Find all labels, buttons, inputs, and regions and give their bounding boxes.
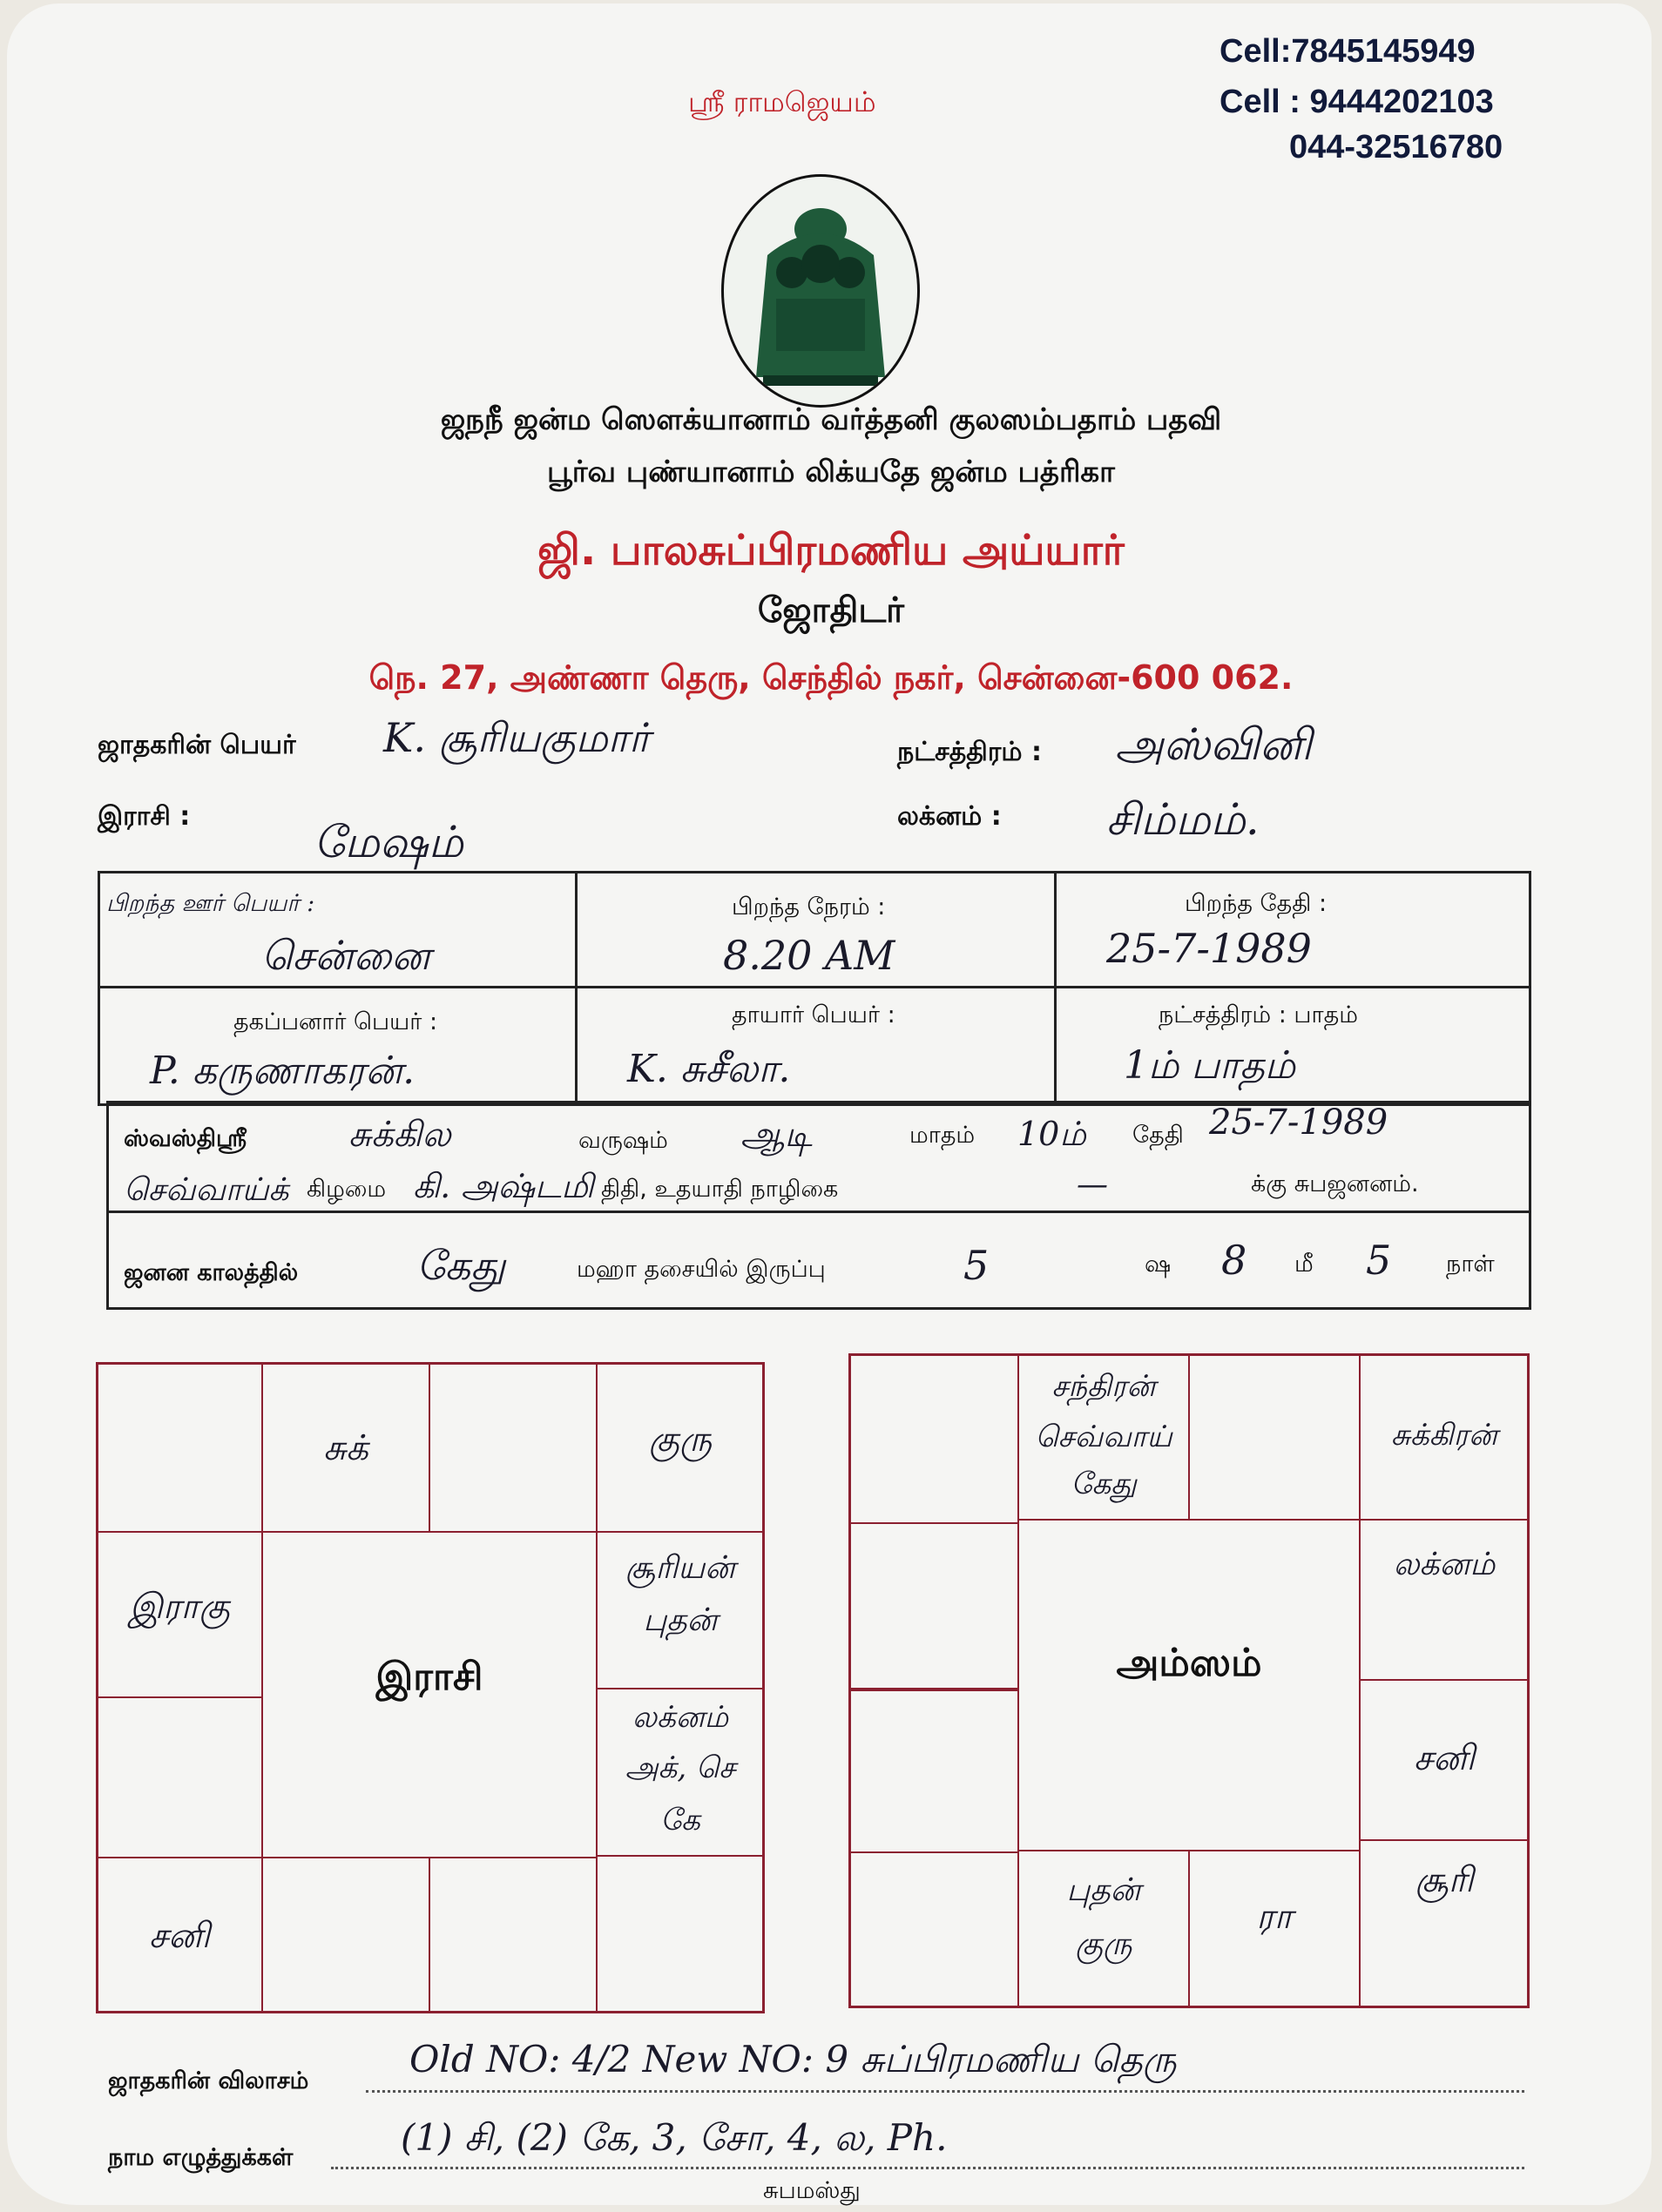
amsam-cell [848,1353,1019,1524]
rasi-cell [429,1362,598,1533]
rasi-label: இராசி : [98,801,191,832]
details-row-divider [98,986,1529,988]
birthtime-value: 8.20 AM [723,932,895,979]
nazhigai-value: — [1077,1167,1108,1203]
date-label: தேதி [1132,1122,1184,1149]
padam-value: 1ம் பாதம் [1124,1043,1296,1088]
amsam-cell [848,1851,1019,2008]
days-value: 5 [1366,1237,1392,1284]
day-value: 10ம் [1017,1115,1086,1153]
phone-1: Cell:7845145949 [1219,33,1476,70]
profession: ஜோதிடர் [757,590,905,631]
amsam-planet-sani: சனி [1414,1738,1475,1778]
sloka-line-1: ஜநநீ ஜன்ம ஸௌக்யானாம் வர்த்தனி குலஸம்பதாம் பதவி [440,402,1222,437]
amsam-lagnam: லக்னம் [1393,1547,1496,1582]
phone-3: 044-32516780 [1289,129,1503,165]
address-line [366,2088,1524,2093]
amsam-planet-chandran: சந்திரன் [1051,1369,1156,1404]
rasi-cell [429,1857,598,2013]
rasi-cell [596,1855,765,2013]
letters-value: (1) சி, (2) கே, 3, சோ, 4, ல, Ph. [401,2116,948,2159]
swasthi-label: ஸ்வஸ்திஸ்ரீ [124,1125,247,1152]
rasi-planet-suriyan: சூரியன் [625,1550,736,1586]
invocation: ஸ்ரீ ராமஜெயம் [688,85,876,118]
deity-emblem-icon [721,174,920,408]
letters-line [331,2165,1524,2169]
birthdate-value: 25-7-1989 [1106,925,1312,972]
star-label: நட்சத்திரம் : [897,737,1042,767]
rasi-planet-ketu: கே [660,1803,700,1838]
rasi-chart-title: இராசி [375,1655,483,1699]
rasi-cell [96,1696,263,1858]
lagnam-value: சிம்மம். [1106,794,1260,845]
months-value: 8 [1221,1237,1247,1284]
panchang-divider [106,1211,1529,1213]
rasi-lagnam: லக்னம் [632,1700,729,1735]
birthdate-label: பிறந்த தேதி : [1185,890,1328,917]
padam-label: நட்சத்திரம் : பாதம் [1159,1001,1358,1028]
suba-label: க்கு சுபஜனனம். [1251,1170,1419,1197]
birthplace-value: சென்னை [261,932,431,979]
years-label: ஷ [1145,1251,1172,1278]
letters-label: நாம எழுத்துக்கள் [108,2144,294,2171]
rasi-planet-guru: குரு [648,1420,713,1460]
amsam-cell-divider [848,1688,1019,1691]
amsam-chart-title: அம்ஸம் [1116,1641,1262,1685]
amsam-cell [1188,1353,1361,1521]
amsam-planet-ketu: கேது [1071,1467,1137,1501]
month-value: ஆடி [740,1115,813,1155]
tithi-value: கி. அஷ்டமி [413,1167,594,1205]
amsam-planet-sevvai: செவ்வாய் [1035,1420,1172,1454]
days-label: நாள் [1446,1251,1495,1278]
amsam-planet-sukkiran: சுக்கிரன் [1390,1418,1498,1453]
amsam-planet-budhan: புதன் [1066,1872,1141,1908]
amsam-planet-rahu: ரா [1256,1897,1293,1937]
year-label: வருஷம் [578,1127,668,1154]
year-value: சுக்கில [348,1115,451,1155]
date-value: 25-7-1989 [1209,1103,1388,1143]
dasa-label: மஹா தசையில் இருப்பு [577,1256,826,1283]
rasi-cell [96,1362,263,1533]
rasi-cell [261,1857,430,2013]
amsam-planet-suriyan: சூரி [1415,1860,1474,1900]
amsam-planet-guru: குரு [1075,1926,1132,1962]
weekday-value: செவ்வாய்க் [124,1172,289,1208]
weekday-label: கிழமை [307,1176,387,1203]
sloka-line-2: பூர்வ புண்யானாம் லிக்யதே ஜன்ம பத்ரிகா [547,455,1115,489]
blessing: சுபமஸ்து [763,2177,861,2204]
address-value: Old NO: 4/2 New NO: 9 சுப்பிரமணிய தெரு [409,2038,1177,2080]
years-value: 5 [963,1242,990,1289]
father-label: தகப்பனார் பெயர் : [233,1008,438,1035]
phone-2: Cell : 9444202103 [1219,84,1494,120]
father-value: P. கருணாகரன். [150,1049,416,1093]
rasi-planet-sani: சனி [149,1916,210,1956]
star-value: அஸ்வினி [1115,719,1312,770]
tithi-label: திதி, உதயாதி நாழிகை [601,1176,839,1203]
lagnam-label: லக்னம் : [897,801,1002,832]
name-value: K. சூரியகுமார் [383,714,650,761]
rasi-planet-sukran: சுக் [323,1428,368,1468]
birthtime-label: பிறந்த நேரம் : [732,894,886,921]
amsam-cell [1359,1519,1530,1681]
months-label: மீ [1294,1251,1314,1278]
janana-label: ஜனன காலத்தில் [124,1259,299,1286]
month-label: மாதம் [909,1122,976,1149]
astrologer-address: நெ. 27, அண்ணா தெரு, செந்தில் நகர், சென்னை-600 062. [368,658,1294,697]
rasi-planet-budhan: புதன் [643,1602,718,1638]
rasi-planet-ang-sev: அக், செ [625,1750,736,1785]
address-label: ஜாதகரின் விலாசம் [108,2067,309,2094]
rasi-value: மேஷம் [314,817,463,867]
rasi-planet-rahu: இராகு [129,1587,230,1627]
astrologer-name: ஜி. பாலசுப்பிரமணிய அய்யார் [537,526,1125,575]
dasa-value: கேது [416,1242,505,1289]
name-label: ஜாதகரின் பெயர் [98,730,296,760]
mother-label: தாயார் பெயர் : [732,1001,895,1028]
mother-value: K. சுசீலா. [627,1047,791,1091]
birthplace-label: பிறந்த ஊர் பெயர் : [106,890,315,917]
